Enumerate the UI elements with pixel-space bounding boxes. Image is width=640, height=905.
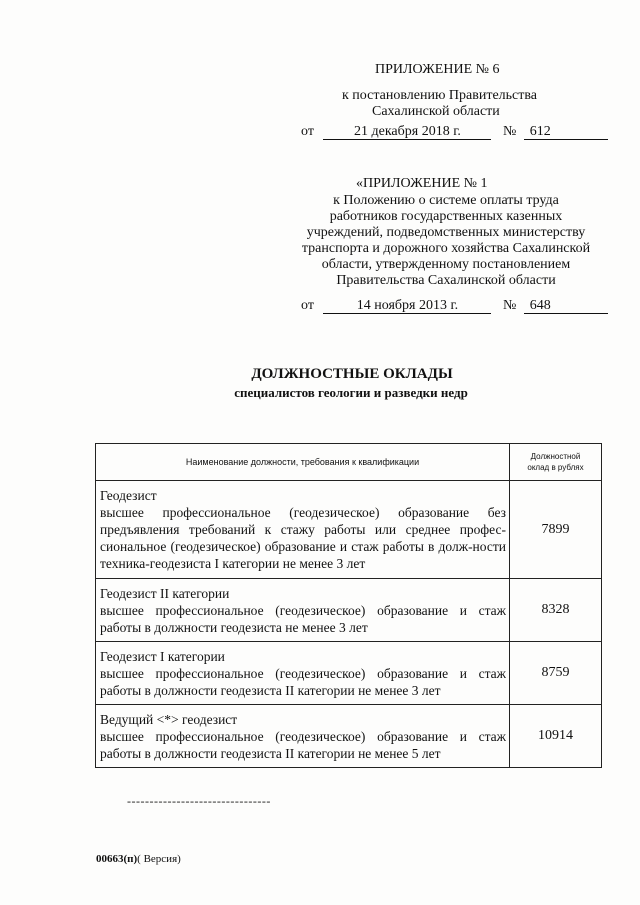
table-row <box>96 579 602 642</box>
from-label: от <box>301 298 314 313</box>
column-header-position: Наименование должности, требования к квалификации <box>96 444 510 481</box>
appendix-1-line: учреждений, подведомственных министерству <box>306 225 586 240</box>
appendix-1-line: Правительства Сахалинской области <box>336 273 556 288</box>
document-version: ( Версия) <box>137 853 181 865</box>
appendix-6-number: 612 <box>524 125 608 140</box>
salary-cell: 8328 <box>510 579 602 642</box>
footnote-separator: -------------------------------- <box>127 794 271 808</box>
appendix-6-date: 21 декабря 2018 г. <box>323 125 491 140</box>
number-label: № <box>502 298 517 313</box>
position-requirements: высшее профессиональное (геодезическое) образование и стаж работы в должности геодезиста II категории не менее 3 лет <box>100 665 506 698</box>
appendix-1-line: к Положению о системе оплаты труда <box>333 193 559 208</box>
salary-table <box>95 443 602 768</box>
number-label: № <box>502 124 517 139</box>
position-title: Геодезист II категории <box>100 585 230 601</box>
from-label: от <box>301 124 314 139</box>
table-row <box>96 705 602 768</box>
appendix-1-title: «ПРИЛОЖЕНИЕ № 1 <box>356 176 488 191</box>
column-header-salary-line1: Должностной <box>530 452 581 461</box>
column-header-salary-line2: оклад в рублях <box>527 463 584 472</box>
appendix-6-date-row <box>301 124 608 140</box>
document-title: ДОЛЖНОСТНЫЕ ОКЛАДЫ <box>251 366 453 382</box>
position-title: Геодезист <box>100 488 157 503</box>
column-header-salary <box>510 444 602 481</box>
appendix-1-line: области, утвержденному постановлением <box>321 257 571 272</box>
appendix-6-title: ПРИЛОЖЕНИЕ № 6 <box>375 62 500 77</box>
position-cell <box>96 481 510 579</box>
position-title: Ведущий <*> геодезист <box>100 711 238 727</box>
document-code-number: 00663(п) <box>96 853 138 865</box>
position-cell <box>96 705 510 768</box>
appendix-1-description <box>276 193 616 289</box>
table-row <box>96 481 602 579</box>
position-requirements: высшее профессиональное (геодезическое) образование и стаж работы в должности геодезиста не менее 3 лет <box>100 602 506 635</box>
position-cell <box>96 642 510 705</box>
appendix-1-line: работников государственных казенных <box>329 209 563 224</box>
table-header-row <box>96 444 602 481</box>
position-requirements: высшее профессиональное (геодезическое) образование без предъявления требований к стажу работы или среднее профес-сиональное (геодезическое) образование и стаж работы в долж-ности техника-геодезиста I категории не менее 3 лет <box>100 505 506 571</box>
document-subtitle: специалистов геологии и разведки недр <box>234 385 468 400</box>
table-row <box>96 642 602 705</box>
position-cell <box>96 579 510 642</box>
salary-cell: 7899 <box>510 481 602 579</box>
appendix-6-line2: Сахалинской области <box>372 104 500 119</box>
appendix-1-date-row <box>301 298 608 314</box>
position-requirements: высшее профессиональное (геодезическое) образование и стаж работы в должности геодезиста II категории не менее 5 лет <box>100 728 506 761</box>
salary-cell: 10914 <box>510 705 602 768</box>
document-code <box>96 853 181 865</box>
appendix-6-line1: к постановлению Правительства <box>342 88 538 103</box>
position-title: Геодезист I категории <box>100 648 225 664</box>
appendix-1-date: 14 ноября 2013 г. <box>323 299 491 314</box>
salary-cell: 8759 <box>510 642 602 705</box>
appendix-1-line: транспорта и дорожного хозяйства Сахалинской <box>301 241 591 256</box>
appendix-1-number: 648 <box>524 299 608 314</box>
